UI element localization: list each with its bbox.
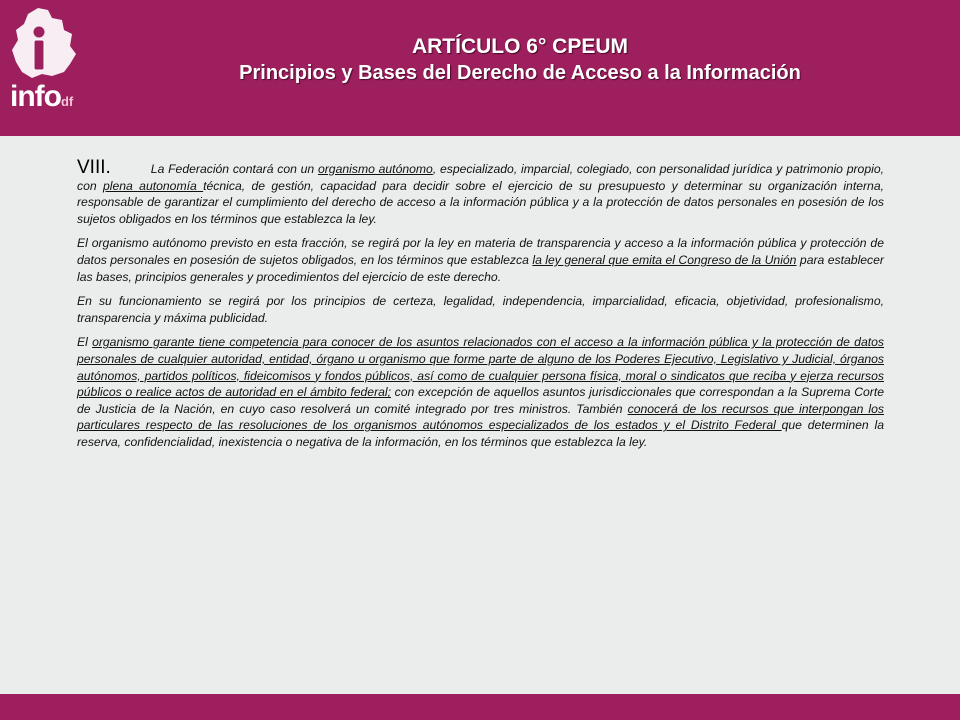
infodf-logo <box>8 4 80 116</box>
paragraph-principios: En su funcionamiento se regirá por los principios de certeza, legalidad, independencia, imparcialidad, eficacia, objetividad, profesionalismo, transparencia y máxima publicidad. <box>77 294 884 325</box>
paragraph-viii: VIII. La Federación contará con un organismo autónomo, especializado, imparcial, colegiado, con personalidad jurídica y patrimonio propio, con plena autonomía técnica, de gestión, capacidad para decidir sobre el ejercicio de su presupuesto y determinar su organización interna, responsable de garantizar el cumplimiento del derecho de acceso a la información pública y a la protección de datos personales en posesión de los sujetos obligados en los términos que establezca la ley. <box>77 157 884 226</box>
underlined-text: organismo autónomo <box>317 162 433 176</box>
footer-bar <box>0 694 960 720</box>
slide-title <box>120 34 920 86</box>
underlined-text: la ley general que emita el Congreso de la Unión <box>532 252 797 267</box>
article-text <box>77 157 884 459</box>
logo-text: infodf <box>10 80 74 113</box>
paragraph-competencia: El organismo garante tiene competencia para conocer de los asuntos relacionados con el acceso a la información pública y la protección de datos personales de cualquier autoridad, entidad, órgano u organismo que forme parte de alguno de los Poderes Ejecutivo, Legislativo y Judicial, órganos autónomos, partidos políticos, fideicomisos y fondos públicos, así como de cualquier persona física, moral o sindicatos que reciba y ejerza recursos públicos o realice actos de autoridad en el ámbito federal; con excepción de aquellos asuntos jurisdiccionales que correspondan a la Suprema Corte de Justicia de la Nación, en cuyo caso resolverá un comité integrado por tres ministros. También conocerá de los recursos que interpongan los particulares respecto de las resoluciones de los organismos autónomos especializados de los estados y el Distrito Federal que determinen la reserva, confidencialidad, inexistencia o negativa de la información, en los términos que establezca la ley. <box>77 335 884 449</box>
underlined-text: conocerá de los recursos que interpongan los particulares respecto de las resoluciones de los organismos autónomos especializados de los estados y el Distrito Federal <box>77 401 884 433</box>
underlined-text: organismo garante tiene competencia para conocer de los asuntos relacionados con el acceso a la información pública y la protección de datos personales de cualquier autoridad, entidad, órgano u organismo que forme parte de alguno de los Poderes Ejecutivo, Legislativo y Judicial, órganos autónomos, partidos políticos, fideicomisos y fondos públicos, así como de cualquier persona física, moral o sindicatos que reciba y ejerza recursos públicos o realice actos de autoridad en el ámbito federal; <box>77 335 884 400</box>
paragraph-organismo: El organismo autónomo previsto en esta fracción, se regirá por la ley en materia de transparencia y acceso a la información pública y protección de datos personales en posesión de sujetos obligados, en los términos que establezca la ley general que emita el Congreso de la Unión para establecer las bases, principios generales y procedimientos del ejercicio de este derecho. <box>77 236 884 284</box>
underlined-text: plena autonomía <box>103 178 204 193</box>
content-panel <box>0 136 960 694</box>
fraction-number: VIII. <box>77 157 111 178</box>
title-line-2: Principios y Bases del Derecho de Acceso a la Información <box>239 62 801 84</box>
header-bar <box>0 0 960 124</box>
title-line-1: ARTÍCULO 6° CPEUM <box>411 35 629 58</box>
